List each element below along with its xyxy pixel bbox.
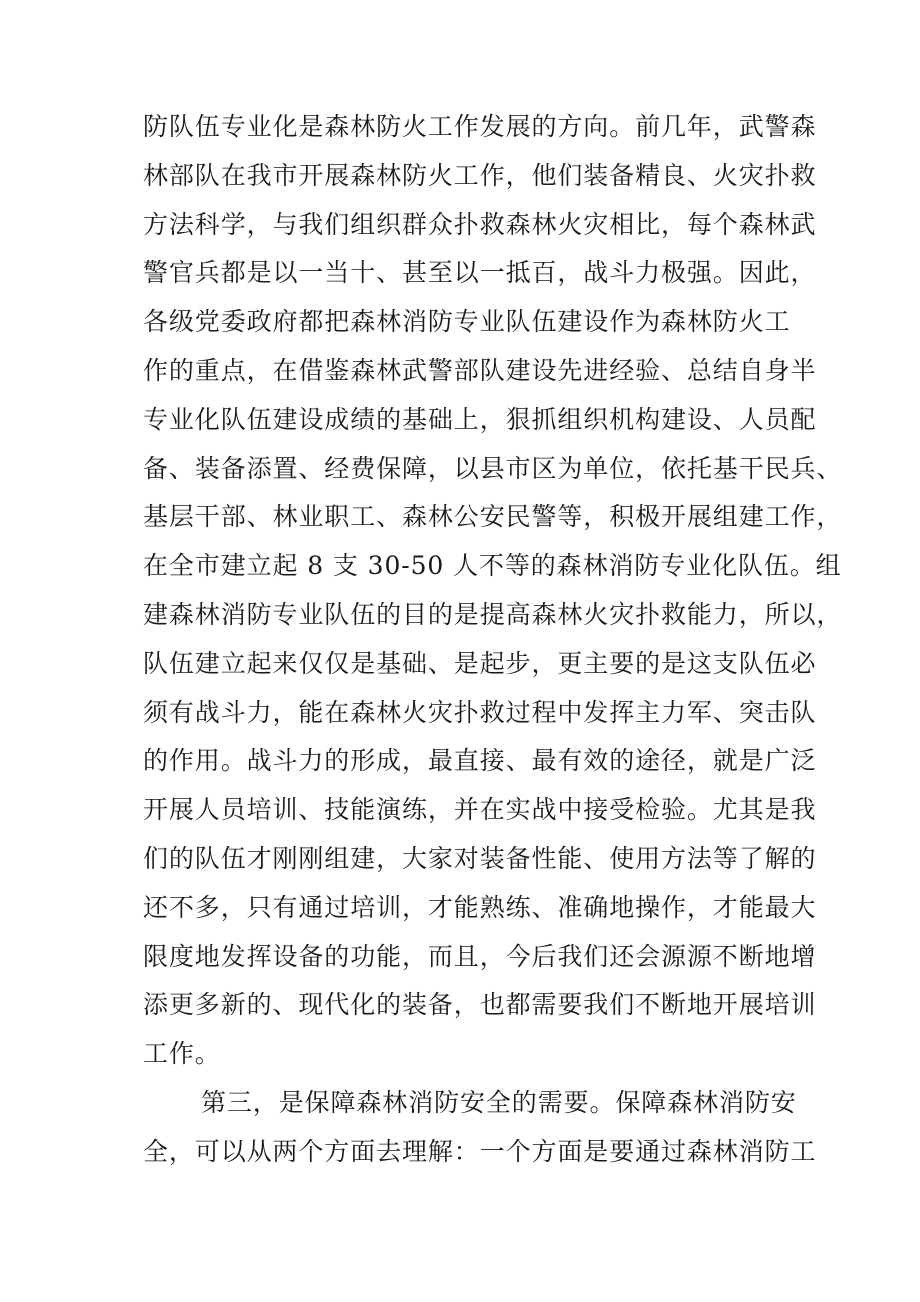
text-line: 队伍建立起来仅仅是基础、是起步，更主要的是这支队伍必 [143,648,817,678]
text-line: 建森林消防专业队伍的目的是提高森林火灾扑救能力，所以， [143,599,843,629]
text-line: 林部队在我市开展森林防火工作，他们装备精良、火灾扑救 [143,160,817,190]
text-line: 在全市建立起 8 支 30-50 人不等的森林消防专业化队伍。组 [143,551,842,581]
text-line: 备、装备添置、经费保障，以县市区为单位，依托基干民兵、 [143,453,843,483]
body-text [143,103,843,1177]
text-line: 警官兵都是以一当十、甚至以一抵百，战斗力极强。因此， [143,258,817,288]
text-line: 全，可以从两个方面去理解：一个方面是要通过森林消防工 [143,1136,817,1166]
text-line: 工作。 [143,1039,221,1069]
text-line: 须有战斗力，能在森林火灾扑救过程中发挥主力军、突击队 [143,697,817,727]
text-line: 作的重点，在借鉴森林武警部队建设先进经验、总结自身半 [143,355,817,385]
text-line: 的作用。战斗力的形成，最直接、最有效的途径，就是广泛 [143,746,817,776]
text-line: 专业化队伍建设成绩的基础上，狠抓组织机构建设、人员配 [143,404,817,434]
text-line: 添更多新的、现代化的装备，也都需要我们不断地开展培训 [143,990,817,1020]
text-line: 限度地发挥设备的功能，而且，今后我们还会源源不断地增 [143,941,817,971]
text-line: 各级党委政府都把森林消防专业队伍建设作为森林防火工 [143,307,791,337]
text-line: 还不多，只有通过培训，才能熟练、准确地操作，才能最大 [143,892,817,922]
paragraph-first-line: 第三，是保障森林消防安全的需要。保障森林消防安 [201,1087,797,1117]
text-line: 开展人员培训、技能演练，并在实战中接受检验。尤其是我 [143,795,817,825]
text-line: 防队伍专业化是森林防火工作发展的方向。前几年，武警森 [143,112,817,141]
text-line: 方法科学，与我们组织群众扑救森林火灾相比，每个森林武 [143,209,817,239]
text-line: 们的队伍才刚刚组建，大家对装备性能、使用方法等了解的 [143,843,817,873]
text-line: 基层干部、林业职工、森林公安民警等，积极开展组建工作， [143,502,843,532]
